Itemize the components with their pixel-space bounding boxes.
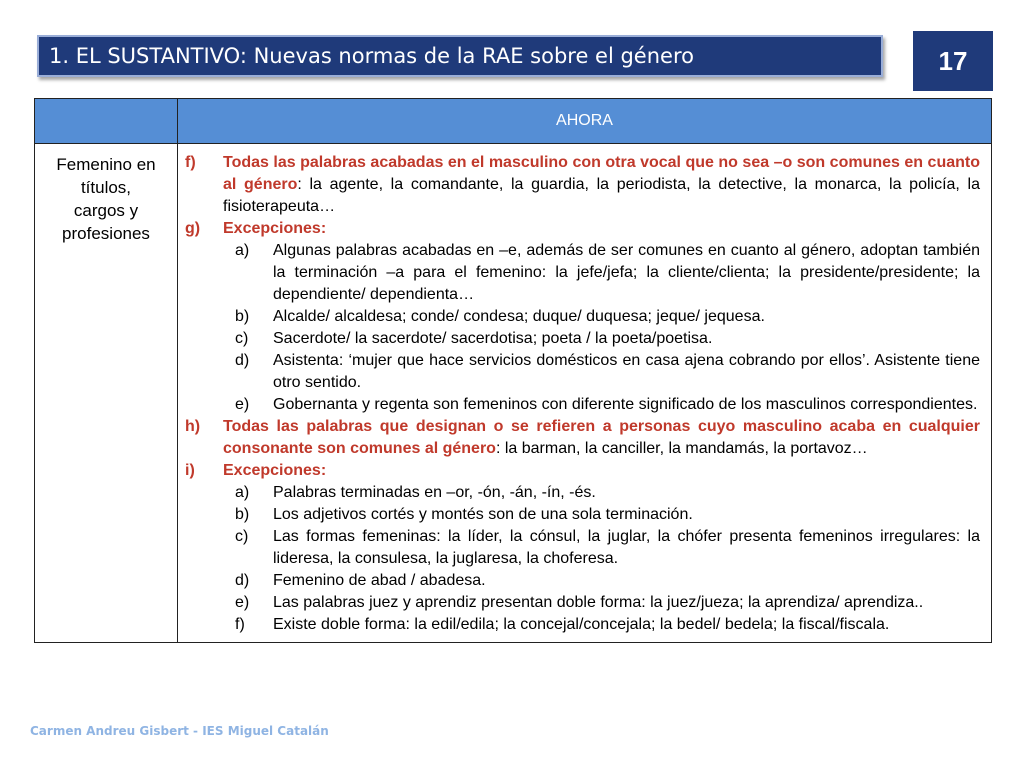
- list-text: [223, 218, 980, 240]
- list-text: Alcalde/ alcaldesa; conde/ condesa; duque/ duquesa; jeque/ jequesa.: [273, 308, 765, 325]
- footer-author: Carmen Andreu Gisbert - IES Miguel Catalán: [30, 724, 329, 738]
- list-text: [223, 460, 980, 482]
- sub-list-item: [185, 592, 980, 614]
- list-text: Existe doble forma: la edil/edila; la concejal/concejala; la bedel/ bedela; la fiscal/fiscala.: [273, 616, 890, 633]
- header-cell-ahora: AHORA: [178, 99, 992, 144]
- list-text: Sacerdote/ la sacerdote/ sacerdotisa; poeta / la poeta/poetisa.: [273, 330, 713, 347]
- list-text: Las palabras juez y aprendiz presentan doble forma: la juez/jueza; la aprendiza/ aprendiza..: [273, 594, 924, 611]
- sub-list-item: [185, 240, 980, 306]
- sub-list-item: [185, 350, 980, 394]
- list-marker: d): [235, 352, 250, 369]
- list-marker: a): [235, 484, 250, 501]
- rules-cell: [178, 144, 992, 643]
- sub-list-item: [185, 614, 980, 636]
- list-marker: h): [185, 418, 201, 435]
- list-marker: c): [235, 528, 249, 545]
- list-marker: a): [235, 242, 250, 259]
- rules-list: [185, 152, 980, 636]
- category-cell: [35, 144, 178, 643]
- list-text: Asistenta: ‘mujer que hace servicios domésticos en casa ajena cobrando por ellos’. Asistente tiene otro sentido.: [273, 352, 980, 391]
- list-text: Femenino de abad / abadesa.: [273, 572, 486, 589]
- list-marker: c): [235, 330, 249, 347]
- sub-list-item: [185, 328, 980, 350]
- list-text: Algunas palabras acabadas en –e, además de ser comunes en cuanto al género, adoptan también la terminación –a para el femenino: la jefe/jefa; la cliente/clienta; la presidente/presidente; la dependiente/ dependienta…: [273, 242, 980, 303]
- sub-list-item: [185, 482, 980, 504]
- list-text: Las formas femeninas: la líder, la cónsul, la juglar, la chófer presenta femeninos irregulares: la lideresa, la consulesa, la juglaresa, la choferesa.: [273, 528, 980, 567]
- list-marker: f): [185, 154, 196, 171]
- table-header-row: [35, 99, 992, 144]
- list-marker: d): [235, 572, 250, 589]
- list-marker: e): [235, 594, 250, 611]
- list-marker: g): [185, 220, 201, 237]
- list-text: Los adjetivos cortés y montés son de una sola terminación.: [273, 506, 693, 523]
- category-label-line: profesiones: [62, 224, 150, 243]
- sub-list-item: [185, 394, 980, 416]
- header-cell-empty: [35, 99, 178, 144]
- sub-list-item: [185, 570, 980, 592]
- list-text: Palabras terminadas en –or, -ón, -án, -ín, -és.: [273, 484, 596, 501]
- list-text: [223, 416, 980, 460]
- emphasis-text: Todas las palabras acabadas en el masculino con otra vocal que no sea –o son comunes en cuanto al género: [223, 154, 980, 193]
- list-item: [185, 416, 980, 460]
- list-marker: e): [235, 396, 250, 413]
- table-row: [35, 144, 992, 643]
- plain-text: : la agente, la comandante, la guardia, la periodista, la detective, la monarca, la policía, la fisioterapeuta…: [223, 176, 981, 215]
- sub-list-item: [185, 306, 980, 328]
- list-marker: f): [235, 616, 245, 633]
- list-item: [185, 218, 980, 240]
- emphasis-text: Excepciones:: [223, 462, 327, 479]
- list-item: [185, 152, 980, 218]
- plain-text: : la barman, la canciller, la mandamás, la portavoz…: [495, 440, 868, 457]
- category-label-line: títulos,: [80, 178, 132, 197]
- slide-title: 1. EL SUSTANTIVO: Nuevas normas de la RAE sobre el género: [37, 35, 883, 77]
- category-label-line: Femenino en: [56, 155, 156, 174]
- list-marker: b): [235, 506, 250, 523]
- emphasis-text: Excepciones:: [223, 220, 327, 237]
- sub-list-item: [185, 504, 980, 526]
- list-item: [185, 460, 980, 482]
- rules-table: [34, 98, 992, 643]
- slide-number: 17: [913, 31, 993, 91]
- sub-list-item: [185, 526, 980, 570]
- list-text: [223, 152, 980, 218]
- list-text: Gobernanta y regenta son femeninos con diferente significado de los masculinos correspondientes.: [273, 396, 978, 413]
- category-label-line: cargos y: [73, 201, 139, 220]
- list-marker: b): [235, 308, 250, 325]
- emphasis-text: Todas las palabras que designan o se refieren a personas cuyo masculino acaba en cualquier consonante son comunes al género: [223, 418, 980, 457]
- list-marker: i): [185, 462, 195, 479]
